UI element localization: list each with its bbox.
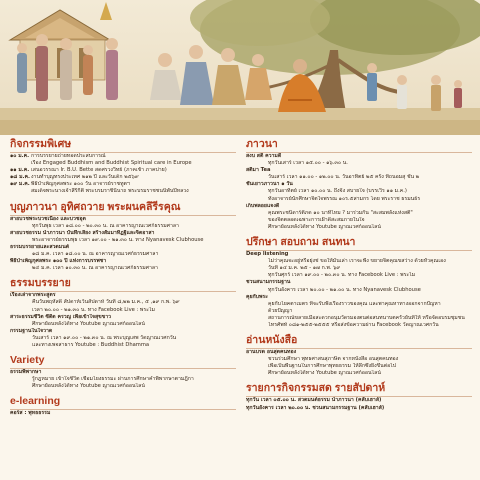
event-text: สายบวชธรรม นำภาวนา บันทึกเสียง สร้างสัมมาทิฏฐิและจิตอาสา (10, 229, 155, 236)
event-line (246, 188, 472, 195)
event-line (10, 153, 236, 160)
event-text: ชวนร่วมศึกษา พุทธศาสนสุภาษิต จากหนังสือ อนสุตคนทอง (268, 356, 399, 363)
event-line (246, 370, 472, 377)
event-text: ๑๘ ม.ค. เวลา ๑๘.๐๐ น. ณ อาคารญาณเวศก์ธรรมศาลา (32, 251, 159, 258)
event-text: ธรรมพิพากษา (10, 369, 42, 376)
event-text: พิธีบำเพ็ญกุศลพระ ๑๐๐ วัน อาจารย์ราชทูตฯ (31, 181, 130, 188)
event-text: คุณพระชนิดาร์ตีภด ๑๐ นาที่ไหม ? มาร่วมกัน "สะสมพลังแห่งสติ" (268, 209, 413, 216)
event-line (246, 294, 472, 301)
event-text: สงบ สติ ความดี (246, 153, 282, 159)
section-heading: รายการกิจกรรมสด รายสัปดาห์ (246, 382, 472, 397)
event-text: โทรศัพท์ ๐๘๑-๒๕๕-๒๕๕๕ หรือส่งข้อความผ่าน Facebook วัดญาณเวศกวัน (268, 321, 439, 328)
event-line (246, 397, 472, 404)
event-text: ศึกษาย้อนหลังได้ทาง Youtube ญาณเวศก์ออนไลน์ (268, 223, 381, 230)
right-column (246, 138, 472, 412)
section-heading: อ่านหนังสือ (246, 334, 472, 349)
event-text: รู้กฎหมาย เข้าใจชีวิต เชื่อมโยงธรรมะ ผ่านการศึกษาคำพิพากษาตามฎีกา (32, 376, 194, 383)
event-text: เรื่องเล่าจากพระสูตร (10, 292, 56, 299)
event-line (246, 405, 472, 412)
event-text: วันเสาร์ เวลา ๑๙.๐๐ - ๒๑.๓๐ น. ณ พระบุญเสพ วัดญาณเวศกวัน (32, 334, 177, 341)
event-text: ทุกวันพุธ เวลา ๑๘.๐๐ - ๒๐.๓๐ น. ณ อาคารญาณเวศก์ธรรมศาลา (32, 222, 179, 229)
section-heading: ธรรมบรรยาย (10, 277, 236, 292)
event-line (246, 279, 472, 286)
event-line (246, 265, 472, 272)
event-line (10, 174, 236, 181)
event-line (246, 287, 472, 294)
event-line (246, 356, 472, 363)
event-text: งานทำบุญทรงประเทศ ๒๑๒ ปี และวันเด็ก ๒๕๖๙ (31, 174, 139, 181)
event-line (246, 301, 472, 308)
event-line (10, 292, 236, 299)
event-line (10, 307, 236, 314)
event-line (246, 196, 472, 203)
event-line (10, 258, 236, 265)
event-text: คืนวันพฤหัสดี สัปดาห์เว้นสัปดาห์ วันที่ ๘,๒๒ ม.ค., ๕ ,๑๙ ก.พ. ๖๙ (32, 299, 180, 306)
event-line (246, 322, 472, 329)
section-heading: e-learning (10, 395, 236, 410)
event-text: Deep listening (246, 251, 289, 258)
event-text: ของจิตตลอดเฉพาะการเฝ้าดีสะสมภายในใจ (268, 216, 365, 223)
event-line (10, 314, 236, 321)
event-line (246, 210, 472, 217)
event-text: ชั้นเยาวภาวนา ๑ วัน (246, 181, 293, 188)
event-line (10, 369, 236, 376)
event-line (10, 265, 236, 272)
event-text: คุยกับโยคตาเมตร ที่จะรับฟังเรื่องราวของคุณ และพาคุณหาทางออกจากปัญหา (268, 300, 441, 307)
event-line (10, 321, 236, 328)
left-column (10, 138, 236, 417)
event-line (246, 217, 472, 224)
event-text: ๒๔ ม.ค. เวลา ๑๐.๓๐ น. ณ อาคารญาณเวศก์ธรรมศาลา (32, 265, 158, 272)
event-text: ทุกวันอาทิตย์ เวลา ๑๐.๐๐ น. ถึงจีง สบายใจ (บรรเวิร ๑๑ ม.ค.) (268, 188, 407, 195)
event-text: พระอาจารย์ธรรมพุธ เวลา ๑๙.๐๐ - ๒๑.๓๐ น. ทาง Nyanavesk Clubhouse (32, 236, 204, 243)
event-text: ศึกษาย้อนหลังได้ทาง Youtube ญาณเวศก์ออนไลน์ (268, 370, 381, 377)
event-text: ชวนสนามกรรมฐาน (246, 279, 291, 286)
event-line (246, 251, 472, 258)
event-line (10, 383, 236, 390)
event-text: ศึกษาย้อนหลังได้ทาง Youtube ญาณเวศก์ออนไลน์ (32, 383, 145, 390)
event-line (10, 410, 236, 417)
section-heading: Variety (10, 354, 236, 369)
event-date: ๑๙ ม.ค. (10, 181, 30, 188)
event-line (246, 258, 472, 265)
event-date: ๑๘ ม.ค. (10, 174, 30, 181)
event-date: ๑๑ ม.ค. (10, 167, 30, 174)
event-line (10, 335, 236, 342)
event-line (246, 349, 472, 356)
section-heading: บุญภาวนา อุทิศถวาย พระผนคลึรีรคุณ (10, 201, 236, 216)
event-line (10, 223, 236, 230)
event-text: ทุกวันอังคาร เวลา ๒๐.๐๐ น. ชวนสนามกรรมฐาน (คลับเฮาส์) (246, 404, 385, 411)
event-line (246, 203, 472, 210)
event-line (10, 160, 236, 167)
event-line (10, 230, 236, 237)
event-line (10, 342, 236, 349)
section-heading: ภาวนา (246, 138, 472, 153)
event-line (10, 216, 236, 223)
event-text: ด้วยปัญญา (268, 307, 293, 314)
event-text: ทุกวัน เวลา ๐๕.๐๐ น. สวดมนต์ธรรม นำภาวนา (คลับเฮาส์) (246, 397, 382, 404)
event-text: คอร์ส : พุทธธรรม (10, 410, 51, 417)
event-line (246, 167, 472, 174)
event-line (246, 315, 472, 322)
event-line (10, 188, 236, 195)
event-text: เวลา ๒๐.๐๐ - ๒๑.๓๐ น. ทาง Facebook Live : พระไม (32, 306, 155, 313)
section-heading: กิจกรรมพิเศษ (10, 138, 236, 153)
event-line (10, 237, 236, 244)
event-text: สาระธรรมชีวิต ซีดีด ครวญ เพื่อเข้าใจสุขขาว (10, 313, 112, 320)
event-text: และทางเพจสาธาร Youtube : Buddhist Dhamma (32, 341, 150, 348)
event-text: สมเด็จพระนางเจ้าสิริกิติ์ พระบรมราชินีนาถ พระบรมราชชนนีพันปีหลวง (31, 188, 189, 195)
event-line (10, 181, 236, 188)
event-line (246, 272, 472, 279)
event-text: ธรรมบรรยายและสวดมนต์ (10, 243, 70, 250)
event-line (10, 328, 236, 335)
event-line (246, 181, 472, 188)
event-text: ทุกวันศุกร์ เวลา ๑๙.๐๐ - ๒๐.๓๐ น. ทาง Facebook Live : พระไม (268, 272, 416, 279)
event-text: สติมา Tea (246, 167, 271, 174)
event-text: เรื่อง Engaged Buddhism and Buddhist Spiritual care in Europe (31, 160, 192, 167)
event-line (10, 251, 236, 258)
event-text: พิธีบำเพ็ญกุศลพระ ๑๐๐ ปี แห่งการบรรพชา (10, 258, 107, 265)
section-heading: ปรึกษา สอบถาม สนทนา (246, 236, 472, 251)
event-line (246, 308, 472, 315)
event-text: ทุกวันอังคาร เวลา ๒๐.๐๐ - ๒๑.๐๐ น. ทาง Nyanavesk Clubhouse (268, 286, 421, 293)
event-text: เพื่อเป็นพื้นฐานในการศึกษาพุทธธรรม ให้ลึกซึ้งยิ่งขึ้นต่อไป (268, 363, 397, 370)
event-text: การบรรยายถ่ายทอดประสบการณ์ (31, 153, 106, 159)
event-text: เสนอวรรณา Ir. B.U. Bette สดศรวงวิทย์ (ภาคเช้า ภาคบ่าย) (31, 167, 167, 174)
event-text: ทั้งอาจารย์นักศึกษาจิตใจพรรณ ๑๐ร.๕สามกร โดย พระราช ธรมนธ์ร (268, 195, 421, 202)
event-line (246, 174, 472, 181)
event-line (246, 224, 472, 231)
event-text: เก็บพลอยแจงดี (246, 202, 280, 209)
event-text: สายบวชพระบวชเนื่อง และบวชอุต (10, 215, 86, 222)
event-text: ทุกวันเสาร์ เวลา ๑๕.๐๐ - ๑๖.๓๐ น. (268, 160, 348, 167)
event-line (246, 363, 472, 370)
event-line (10, 376, 236, 383)
event-date: ๑๐ ม.ค. (10, 153, 30, 159)
event-line (10, 299, 236, 306)
event-text: อานบรด อนสุตคนทอง (246, 349, 297, 356)
event-line (246, 153, 472, 160)
event-text: วันเสาร์ เวลา ๑๑.๐๐ - ๑๒.๐๐ น. วันอาทิตย์ ๒๕ ครั้ง ที่ถนอมสุ ชั้น ๒ (268, 174, 420, 181)
event-line (10, 244, 236, 251)
event-text: คุยกับพระ (246, 293, 268, 300)
event-line (246, 160, 472, 167)
event-line (10, 167, 236, 174)
event-text: ไม่ว่าคุณจะอยู่หรือยุ่งช่ ขอให้มันเล่า เราจะฟัง ขยายจิตคุณขสว่าง ด้วยหัวคุณเอง (268, 258, 446, 265)
hero-illustration (0, 0, 480, 135)
event-text: กรรมฐานในใจวาด (10, 327, 53, 334)
event-text: ศึกษาย้อนหลังได้ทาง Youtube ญาณเวศก์ออนไลน์ (32, 320, 145, 327)
event-text: สถานการณ์ขลายเมื่อสะดวกอนุมวัดรมองตนต่อสนทนาบตครัวย้นที่ให้ หรือจัดอบรมชุมชน (268, 314, 465, 321)
event-text: วันที่ ๑๔ ม.ค. ๒๕ - ๑๗ ก.พ. ๖๙ (268, 265, 341, 272)
